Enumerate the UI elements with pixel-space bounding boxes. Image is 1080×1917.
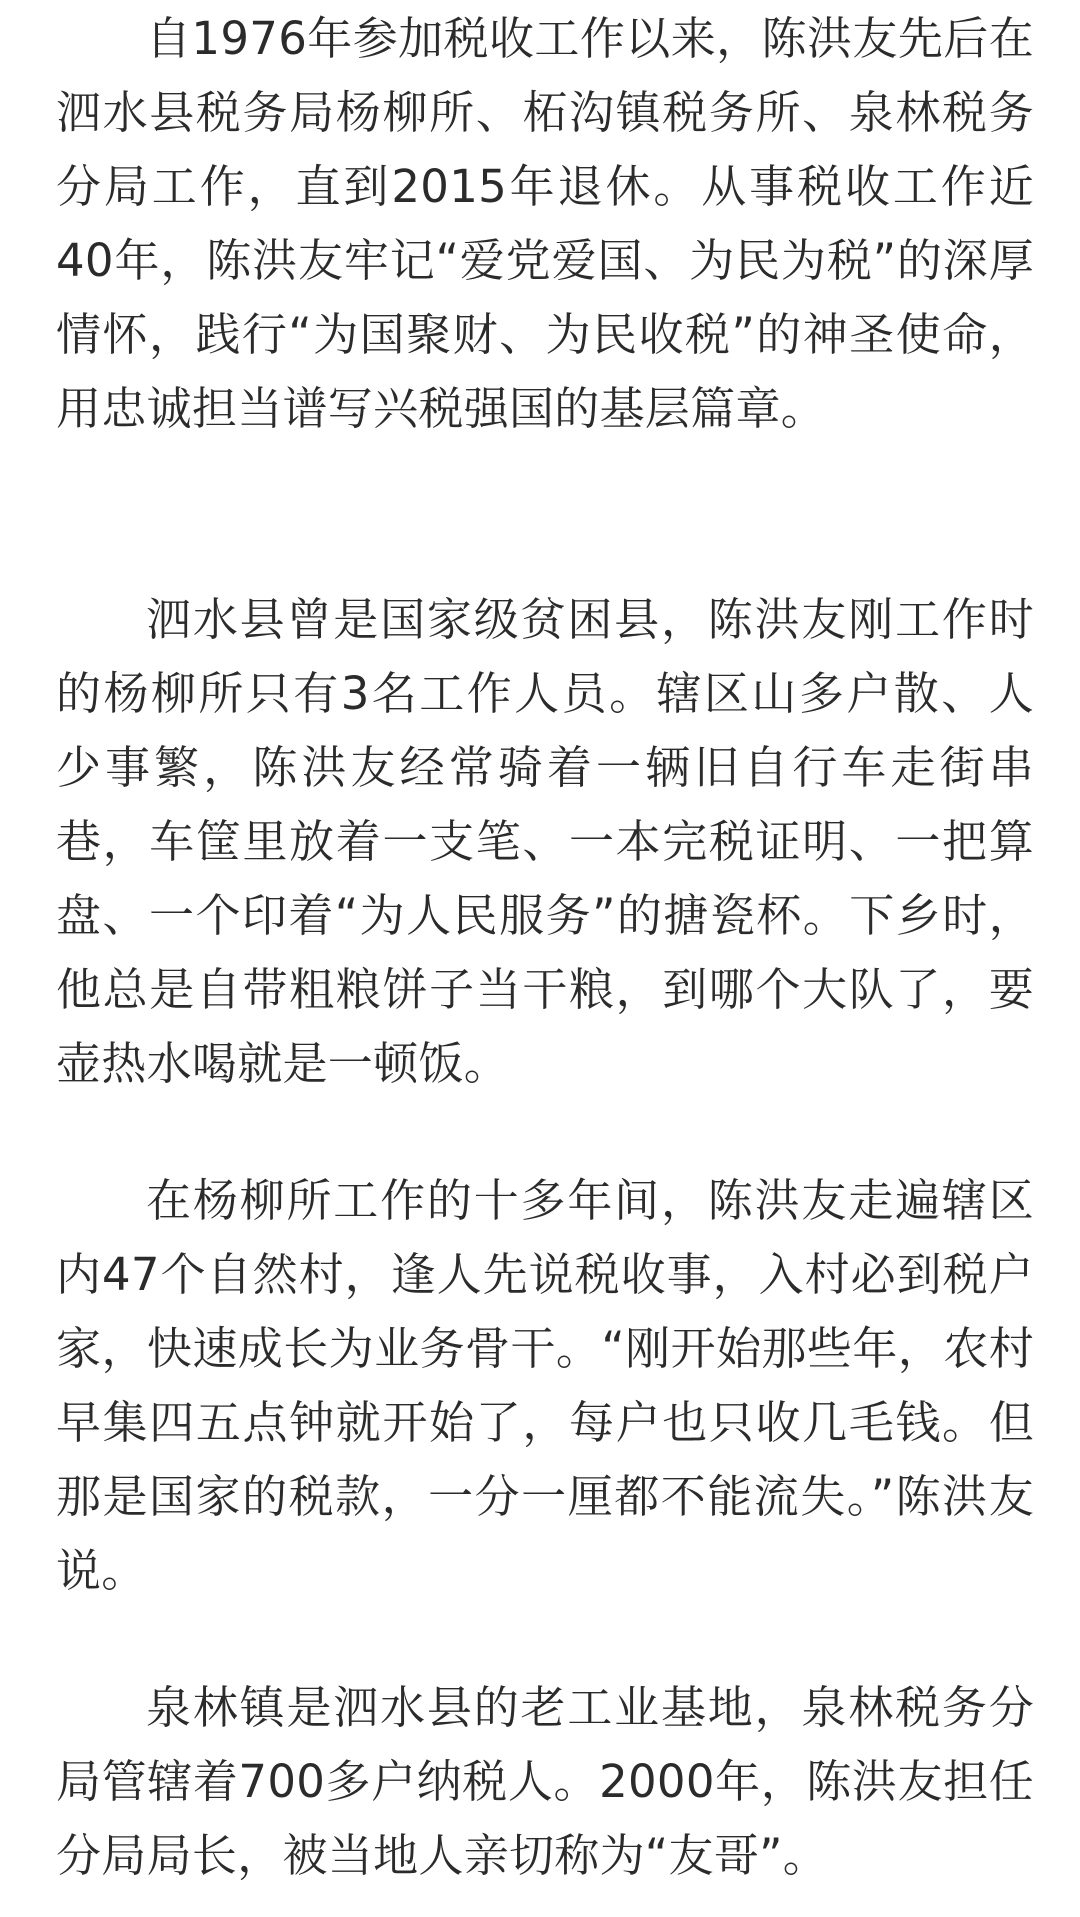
paragraph-2: 泗水县曾是国家级贫困县，陈洪友刚工作时的杨柳所只有3名工作人员。辖区山多户散、人少事繁，陈洪友经常骑着一辆旧自行车走街串巷，车筐里放着一支笔、一本完税证明、一把算盘、一个印着“为人民服务”的搪瓷杯。下乡时，他总是自带粗粮饼子当干粮，到哪个大队了，要壶热水喝就是一顿饭。: [56, 593, 1034, 1090]
paragraph-3: 在杨柳所工作的十多年间，陈洪友走遍辖区内47个自然村，逢人先说税收事，入村必到税户家，快速成长为业务骨干。“刚开始那些年，农村早集四五点钟就开始了，每户也只收几毛钱。但那是国家的税款，一分一厘都不能流失。”陈洪友说。: [56, 1174, 1034, 1597]
paragraph-1: 自1976年参加税收工作以来，陈洪友先后在泗水县税务局杨柳所、柘沟镇税务所、泉林税务分局工作，直到2015年退休。从事税收工作近40年，陈洪友牢记“爱党爱国、为民为税”的深厚情怀，践行“为国聚财、为民收税”的神圣使命，用忠诚担当谱写兴税强国的基层篇章。: [56, 12, 1034, 435]
paragraph-4: 泉林镇是泗水县的老工业基地，泉林税务分局管辖着700多户纳税人。2000年，陈洪友担任分局局长，被当地人亲切称为“友哥”。: [56, 1681, 1034, 1882]
